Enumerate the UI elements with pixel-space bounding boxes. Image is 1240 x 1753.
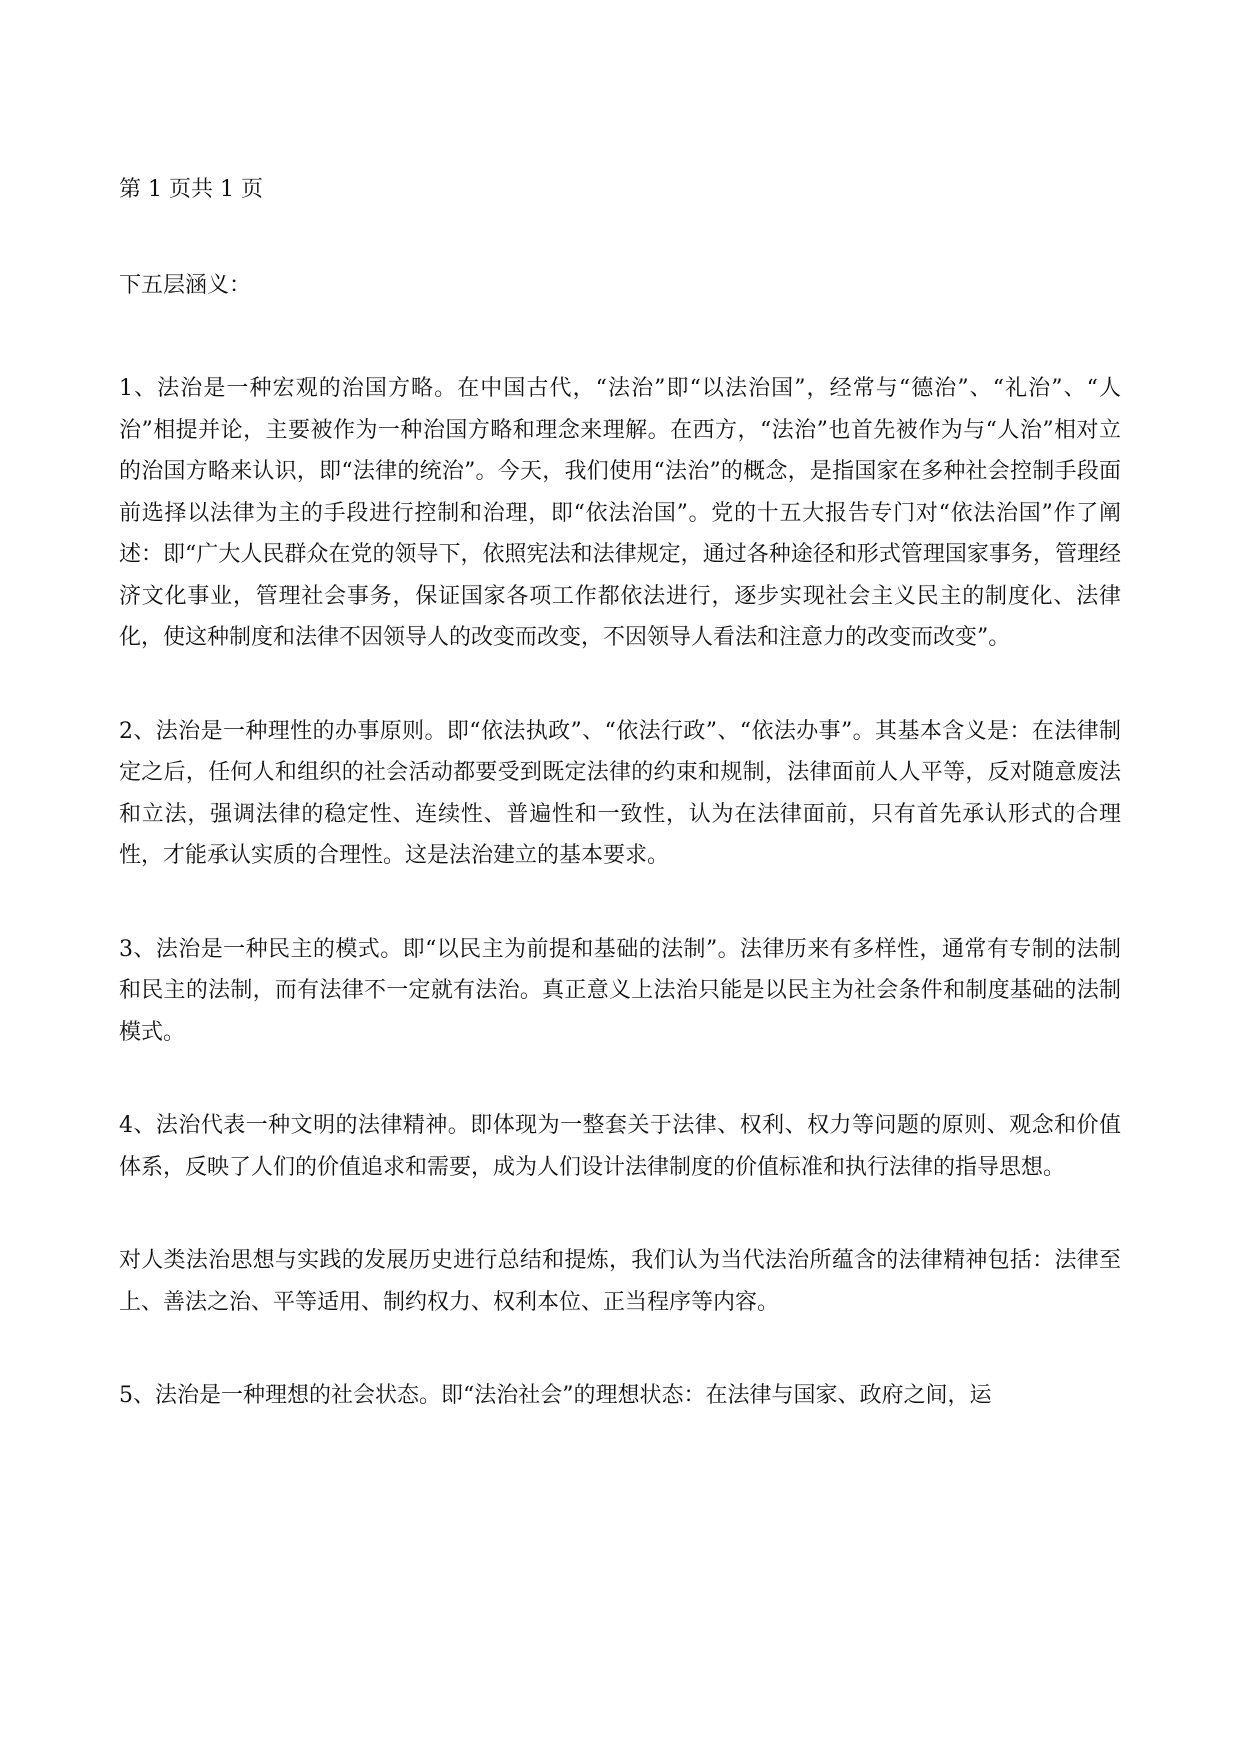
paragraph-3: 3、法治是一种民主的模式。即“以民主为前提和基础的法制”。法律历来有多样性，通常有专制的法制和民主的法制，而有法律不一定就有法治。真正意义上法治只能是以民主为社会条件和制度基础的法制模式。: [119, 936, 1121, 1045]
page-number: 第 1 页共 1 页: [119, 177, 263, 202]
paragraph-1: 1、法治是一种宏观的治国方略。在中国古代，“法治”即“以法治国”，经常与“德治”、“礼治”、“人治”相提并论，主要被作为一种治国方略和理念来理解。在西方，“法治”也首先被作为与“人治”相对立的治国方略来认识，即“法律的统治”。今天，我们使用“法治”的概念，是指国家在多种社会控制手段面前选择以法律为主的手段进行控制和治理，即“依法治国”。党的十五大报告专门对“依法治国”作了阐述：即“广大人民群众在党的领导下，依照宪法和法律规定，通过各种途径和形式管理国家事务，管理经济文化事业，管理社会事务，保证国家各项工作都依法进行，逐步实现社会主义民主的制度化、法律化，使这种制度和法律不因领导人的改变而改变，不因领导人看法和注意力的改变而改变”。: [119, 376, 1121, 650]
document-body: [119, 172, 1121, 1469]
section-intro: 下五层涵义：: [119, 273, 252, 298]
paragraph-2: 2、法治是一种理性的办事原则。即“依法执政”、“依法行政”、“依法办事”。其基本含义是：在法律制定之后，任何人和组织的社会活动都要受到既定法律的约束和规制，法律面前人人平等，反对随意废法和立法，强调法律的稳定性、连续性、普遍性和一致性，认为在法律面前，只有首先承认形式的合理性，才能承认实质的合理性。这是法治建立的基本要求。: [119, 718, 1121, 868]
paragraph-summary: 对人类法治思想与实践的发展历史进行总结和提炼，我们认为当代法治所蕴含的法律精神包括：法律至上、善法之治、平等适用、制约权力、权利本位、正当程序等内容。: [119, 1248, 1121, 1315]
paragraph-4: 4、法治代表一种文明的法律精神。即体现为一整套关于法律、权利、权力等问题的原则、观念和价值体系，反映了人们的价值追求和需要，成为人们设计法律制度的价值标准和执行法律的指导思想。: [119, 1113, 1121, 1180]
paragraph-5: 5、法治是一种理想的社会状态。即“法治社会”的理想状态：在法律与国家、政府之间，运: [119, 1383, 992, 1408]
